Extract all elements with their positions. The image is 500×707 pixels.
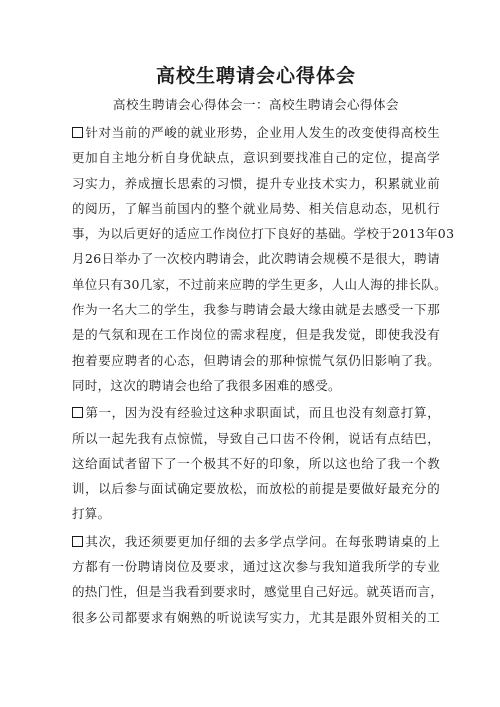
checkbox-glyph-icon <box>72 407 83 418</box>
paragraph-line: 针对当前的严峻的就业形势，企业用人发生的改变使得高校生 <box>72 120 440 145</box>
paragraph-line: 的阅历，了解当前国内的整个就业局势、相关信息动态，见机行 <box>72 200 440 216</box>
paragraph-line: 是的气氛和现在工作岗位的需求程度，但是我发觉，即使我没有 <box>72 327 440 343</box>
paragraph-line: 抱着要应聘者的心态，但聘请会的那种惊慌气氛仍旧影响了我。 <box>72 352 440 368</box>
paragraph-line: 的热门性，但是当我看到要求时，感觉里自己好远。就英语而言， <box>72 584 444 600</box>
paragraph-line: 这给面试者留下了一个极其不好的印象，所以这也给了我一个教 <box>72 455 440 471</box>
paragraph-line: 所以一起先我有点惊慌，导致自己口齿不伶俐，说话有点结巴， <box>72 430 440 446</box>
document-title: 高校生聘请会心得体会 <box>155 65 356 87</box>
paragraph-1 <box>72 120 455 398</box>
paragraph-line: 打算。 <box>72 506 111 522</box>
paragraph-line: 单位只有30几家，不过前来应聘的学生更多，人山人海的排长队。 <box>72 276 447 292</box>
paragraph-line: 作为一名大二的学生，我参与聘请会最大缘由就是去感受一下那 <box>72 302 440 318</box>
document-subtitle: 高校生聘请会心得体会一：高校生聘请会心得体会 <box>112 97 399 112</box>
paragraph-line: 更加自主地分析自身优缺点，意识到要找准自己的定位，提高学 <box>72 150 440 166</box>
paragraph-line: 很多公司都要求有娴熟的听说读写实力，尤其是跟外贸相关的工 <box>72 609 440 625</box>
paragraph-line: 习实力，养成擅长思索的习惯，提升专业技术实力，积累就业前 <box>72 175 440 191</box>
checkbox-glyph-icon <box>72 536 83 547</box>
paragraph-line: 训，以后参与面试确定要放松，而放松的前提是要做好最充分的 <box>72 481 440 497</box>
checkbox-glyph-icon <box>72 127 83 138</box>
paragraph-line: 同时，这次的聘请会也给了我很多困难的感受。 <box>72 377 341 393</box>
paragraph-line: 方都有一份聘请岗位及要求，通过这次参与我知道我所学的专业 <box>72 559 440 575</box>
paragraph-line: 其次，我还须要更加仔细的去多学点学问。在每张聘请桌的上 <box>72 529 440 554</box>
paragraph-2 <box>72 400 440 526</box>
paragraph-3 <box>72 529 444 630</box>
paragraph-line: 月26日举办了一次校内聘请会，此次聘请会规模不是很大，聘请 <box>72 251 440 267</box>
paragraph-line: 第一，因为没有经验过这种求职面试，而且也没有刻意打算， <box>72 400 440 425</box>
paragraph-line: 事，为以后更好的适应工作岗位打下良好的基础。学校于2013年03 <box>72 226 455 242</box>
